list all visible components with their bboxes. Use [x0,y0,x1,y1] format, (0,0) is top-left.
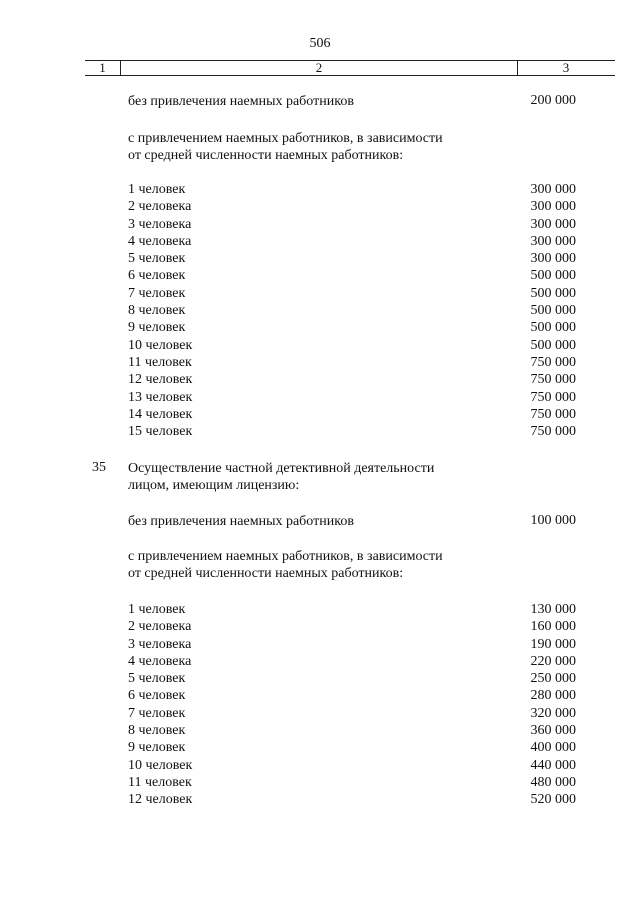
table-row [0,757,640,774]
row-label: 5 человек [128,251,186,267]
with-workers-line-2: от средней численности наемных работников: [128,566,404,581]
row-value: 300 000 [530,182,576,197]
table-row [0,181,640,198]
row-label: 15 человек [128,424,193,440]
row-label: 11 человек [128,774,192,790]
table-row [0,198,640,215]
table-row [0,285,640,302]
section-number: 35 [92,460,106,475]
row-label: 1 человек [128,602,186,617]
row-label: 4 человека [128,653,192,669]
section-35-rows [0,601,640,809]
row-value: 500 000 [530,303,576,319]
no-workers-label: без привлечения наемных работников [128,514,354,529]
row-label: 9 человек [128,740,186,756]
row-label: 12 человек [128,372,193,388]
row-value: 220 000 [530,653,576,669]
no-workers-label: без привлечения наемных работников [128,94,354,109]
row-value: 480 000 [530,774,576,790]
row-label: 5 человек [128,671,186,687]
table-row [0,791,640,808]
table-row [0,337,640,354]
row-label: 8 человек [128,723,186,739]
table-row [0,705,640,722]
row-value: 300 000 [530,251,576,267]
row-label: 6 человек [128,268,186,284]
row-label: 13 человек [128,389,193,405]
section-title-line-1: Осуществление частной детективной деятельности [128,461,435,476]
row-label: 4 человека [128,233,192,249]
header-col-1: 1 [99,60,106,75]
row-label: 1 человек [128,182,186,197]
row-value: 160 000 [530,619,576,635]
row-value: 750 000 [530,354,576,370]
row-value: 300 000 [530,216,576,232]
table-row [0,371,640,388]
row-value: 750 000 [530,389,576,405]
header-col-3: 3 [562,60,570,75]
section-a-rows [0,181,640,440]
table-row [0,406,640,423]
page-number: 506 [309,36,331,51]
row-label: 10 человек [128,757,193,773]
table-row [0,774,640,791]
row-value: 320 000 [530,705,576,721]
row-value: 250 000 [530,671,576,687]
row-label: 14 человек [128,406,193,422]
table-row [0,267,640,284]
table-row [0,670,640,687]
row-label: 3 человека [128,216,192,232]
table-row [0,601,640,618]
row-label: 12 человек [128,792,193,808]
row-value: 440 000 [530,757,576,773]
row-value: 750 000 [530,372,576,388]
with-workers-line-2: от средней численности наемных работников: [128,148,404,163]
table-row [0,687,640,704]
row-value: 130 000 [530,602,576,617]
row-value: 300 000 [530,199,576,215]
row-label: 3 человека [128,636,192,652]
row-label: 7 человек [128,705,186,721]
row-value: 500 000 [530,285,576,301]
row-label: 8 человек [128,303,186,319]
row-value: 500 000 [530,320,576,336]
row-value: 520 000 [530,792,576,808]
row-value: 500 000 [530,268,576,284]
row-value: 400 000 [530,740,576,756]
row-value: 280 000 [530,688,576,704]
with-workers-line-1: с привлечением наемных работников, в зависимости [128,549,443,564]
row-label: 11 человек [128,354,192,370]
row-value: 360 000 [530,723,576,739]
with-workers-line-1: с привлечением наемных работников, в зависимости [128,131,443,146]
table-row [0,389,640,406]
row-value: 190 000 [530,636,576,652]
table-row [0,250,640,267]
row-label: 2 человека [128,619,192,635]
table-row [0,354,640,371]
row-label: 9 человек [128,320,186,336]
row-label: 10 человек [128,337,193,353]
section-title-line-2: лицом, имеющим лицензию: [128,478,300,493]
row-label: 2 человека [128,199,192,215]
table-row [0,653,640,670]
table-row [0,319,640,336]
row-value: 750 000 [530,424,576,440]
header-col-2: 2 [120,61,518,75]
table-row [0,722,640,739]
row-value: 300 000 [530,233,576,249]
table-row [0,636,640,653]
row-label: 6 человек [128,688,186,704]
table-row [0,233,640,250]
table-row [0,618,640,635]
table-row [0,739,640,756]
row-value: 750 000 [530,406,576,422]
row-label: 7 человек [128,285,186,301]
table-row [0,302,640,319]
no-workers-value: 100 000 [530,513,576,528]
table-row [0,423,640,440]
no-workers-value: 200 000 [530,93,576,108]
row-value: 500 000 [530,337,576,353]
table-row [0,216,640,233]
table-header-row [85,60,615,76]
